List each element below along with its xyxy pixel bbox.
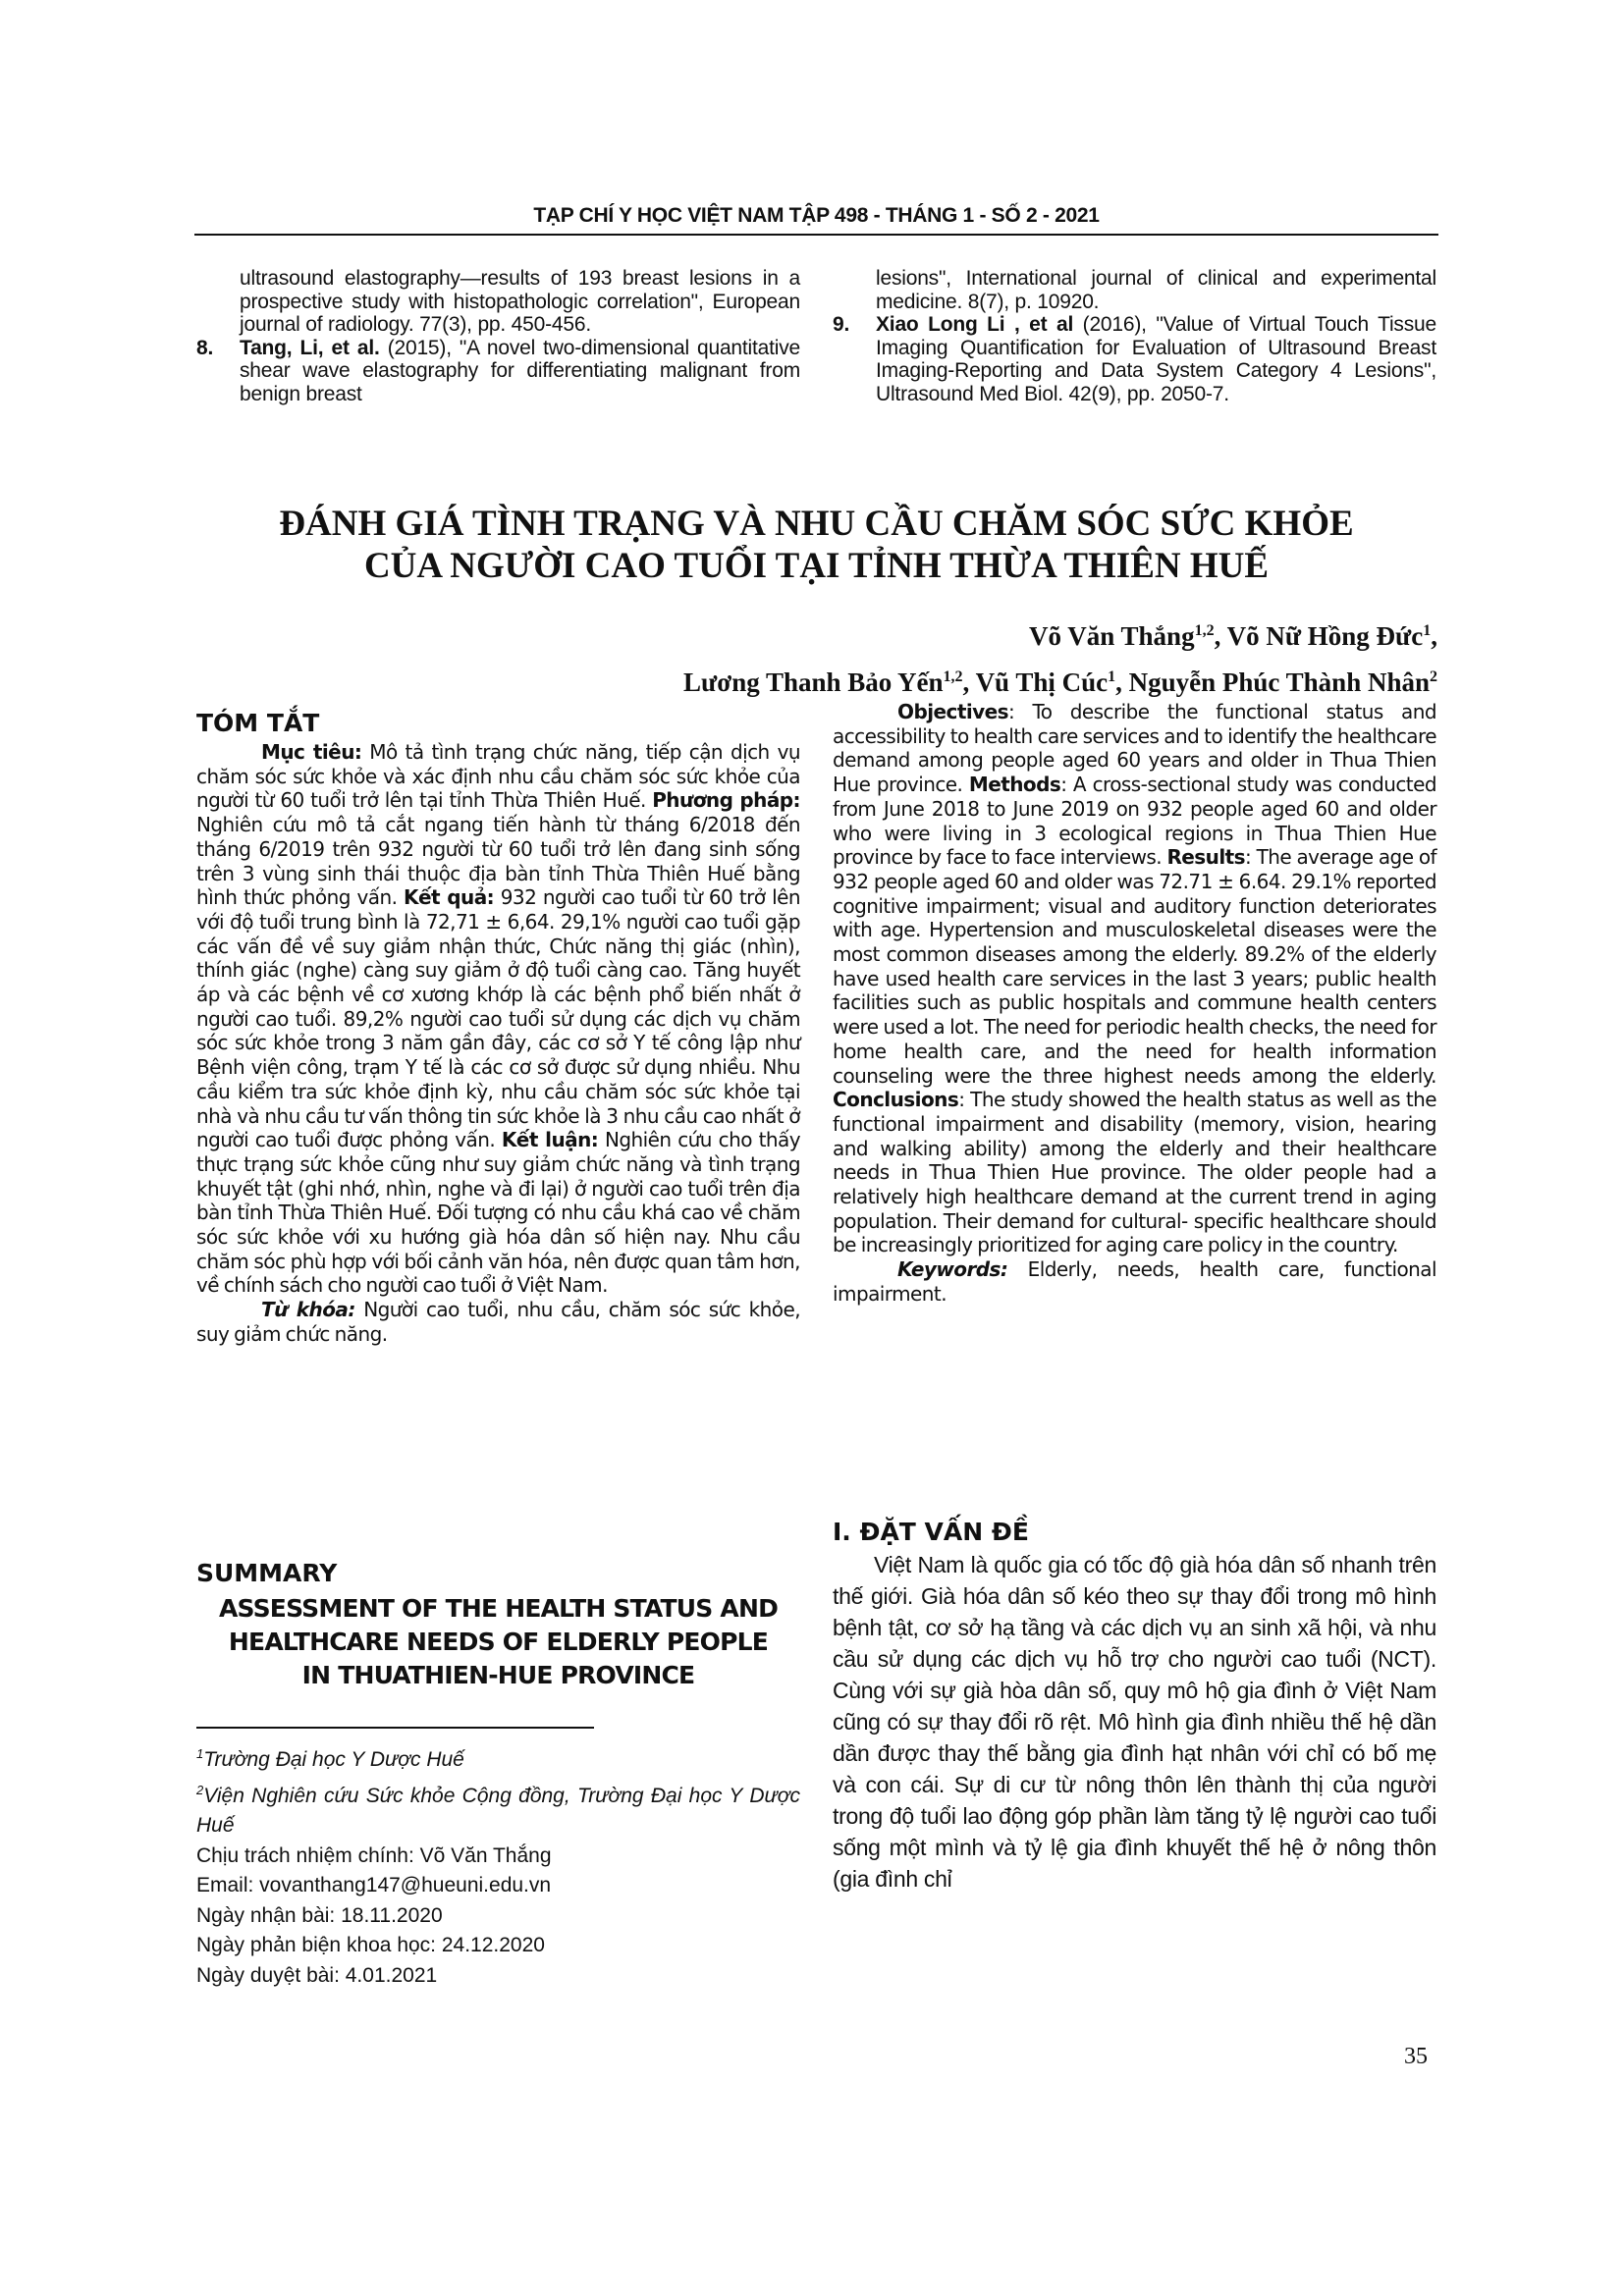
reference-7-continuation: ultrasound elastography—results of 193 breast lesions in a prospective study with histopathologic correlation", European journal of radiology. 77(3), pp. 450-456. <box>240 267 800 336</box>
title-line: CỦA NGƯỜI CAO TUỔI TẠI TỈNH THỪA THIÊN HUẾ <box>363 546 1270 586</box>
introduction-paragraph: Việt Nam là quốc gia có tốc độ già hóa dân số nhanh trên thế giới. Già hóa dân số kéo theo sự thay đổi trong mô hình bệnh tật, cơ sở hạ tầng và các dịch vụ an sinh xã hội, và nhu cầu sử dụng các dịch vụ hỗ trợ cho người cao tuổi (NCT). Cùng với sự già hòa dân số, quy mô hộ gia đình ở Việt Nam cũng có sự thay đổi rõ rệt. Mô hình gia đình nhiều thế hệ dần dần được thay thế bằng gia đình hạt nhân với chỉ có bố mẹ và con cái. Sự di cư từ nông thôn lên thành thị của người trong độ tuổi lao động góp phần làm tăng tỷ lệ người cao tuổi sống một mình và tỷ lệ gia đình khuyết thế hệ ở nông thôn (gia đình chỉ <box>833 1552 1436 1892</box>
tom-tat-heading: TÓM TẮT <box>196 709 320 737</box>
affiliation-2: Viện Nghiên cứu Sức khỏe Cộng đồng, Trường Đại học Y Dược Huế <box>196 1784 800 1837</box>
abstract-text: Nghiên cứu cho thấy thực trạng sức khỏe cũng như suy giảm chức năng và tình trạng khuyết tật (ghi nhớ, nhìn, nghe và đi lại) ở người cao tuổi trên địa bàn tỉnh Thừa Thiên Huế. Đối tượng có nhu cầu khá cao về chăm sóc sức khỏe với xu hướng già hóa dân số hiện nay. Nhu cầu chăm sóc phù hợp với bối cảnh văn hóa, nên được quan tâm hơn, về chính sách cho người cao tuổi ở Việt Nam. <box>196 1128 801 1298</box>
english-title-line: IN THUATHIEN-HUE PROVINCE <box>301 1661 695 1689</box>
date-received: Ngày nhận bài: 18.11.2020 <box>196 1903 443 1927</box>
reference-9 <box>833 313 1436 405</box>
footnote-number: 2 <box>196 1782 204 1797</box>
label-results: Kết quả: <box>404 885 495 910</box>
label-methods: Phương pháp: <box>652 788 800 813</box>
affiliation-1: Trường Đại học Y Dược Huế <box>203 1748 464 1771</box>
abstract-text: Nghiên cứu mô tả cắt ngang tiến hành từ tháng 6/2018 đến tháng 6/2019 trên 932 người từ 60 tuổi trở lên đang sinh sống trên 3 vùng sinh thái thuộc địa bàn tỉnh Thừa Thiên Huế bằng hình thức phỏng vấn. <box>196 813 800 910</box>
abstract-text: 932 người cao tuổi từ 60 trở lên với độ tuổi trung bình là 72,71 ± 6,64. 29,1% người cao tuổi gặp các vấn đề về suy giảm nhận thức, Chức năng thị giác (nhìn), thính giác (nghe) càng suy giảm ở độ tuổi càng cao. Tăng huyết áp và các bệnh về cơ xương khớp là các bệnh phổ biến nhất ở người cao tuổi. 89,2% người cao tuổi sử dụng các dịch vụ chăm sóc sức khỏe trong 3 năm gần đây, các cơ sở Y tế công lập như Bệnh viện công, trạm Y tế là các cơ sở được sử dụng nhiều. Nhu cầu kiểm tra sức khỏe định kỳ, nhu cầu chăm sóc sức khỏe tại nhà và nhu cầu tư vấn thông tin sức khỏe là 3 nhu cầu cao nhất ở người cao tuổi được phỏng vấn. <box>196 885 800 1152</box>
email: Email: vovanthang147@hueuni.edu.vn <box>196 1874 552 1896</box>
reference-8-continuation: lesions", International journal of clinical and experimental medicine. 8(7), p. 10920. <box>876 267 1436 313</box>
separator: , <box>1431 621 1437 651</box>
page-number: 35 <box>1404 2044 1428 2069</box>
summary-heading: SUMMARY <box>196 1559 338 1587</box>
date-reviewed: Ngày phản biện khoa học: 24.12.2020 <box>196 1934 545 1956</box>
label-conclusions: Conclusions <box>833 1088 959 1112</box>
article-title <box>196 503 1436 587</box>
corresponding-author: Chịu trách nhiệm chính: Võ Văn Thắng <box>196 1843 552 1867</box>
author-name: Nguyễn Phúc Thành Nhân <box>1128 667 1430 697</box>
ref-text: (2015), "A novel two-dimensional quantitative shear wave elastography for differentiating malignant from benign breast <box>240 336 800 405</box>
references-right <box>833 267 1436 405</box>
vietnamese-abstract <box>196 740 800 1347</box>
english-title <box>196 1592 800 1692</box>
english-title-line: ASSESSMENT OF THE HEALTH STATUS AND <box>218 1594 779 1623</box>
author-affiliation: 1 <box>1108 668 1116 685</box>
references-left <box>196 267 800 405</box>
footnotes <box>196 1739 800 1991</box>
journal-header: TẠP CHÍ Y HỌC VIỆT NAM TẬP 498 - THÁNG 1 - SỐ 2 - 2021 <box>533 204 1100 227</box>
keywords-label: Keywords: <box>897 1257 1008 1282</box>
title-line: ĐÁNH GIÁ TÌNH TRẠNG VÀ NHU CẦU CHĂM SÓC SỨC KHỎE <box>279 504 1354 544</box>
label-results: Results <box>1166 845 1246 870</box>
keywords-label: Từ khóa: <box>261 1298 355 1322</box>
author-affiliation: 1,2 <box>1194 622 1215 639</box>
ref-text: (2016), "Value of Virtual Touch Tissue Imaging Quantification for Evaluation of Ultrasound Breast Imaging-Reporting and Data System Category 4 Lesions", Ultrasound Med Biol. 42(9), pp. 2050-7. <box>876 313 1436 405</box>
author-name: Võ Văn Thắng <box>1028 621 1195 651</box>
ref-number: 9. <box>833 313 850 336</box>
footnote-number: 1 <box>196 1746 204 1761</box>
separator: , <box>1115 667 1129 697</box>
header-rule <box>194 234 1438 236</box>
date-accepted: Ngày duyệt bài: 4.01.2021 <box>196 1963 438 1987</box>
english-title-line: HEALTHCARE NEEDS OF ELDERLY PEOPLE <box>228 1628 769 1656</box>
introduction <box>833 1549 1436 1895</box>
author-name: Võ Nữ Hồng Đức <box>1226 621 1424 651</box>
ref-authors: Xiao Long Li , et al <box>876 313 1074 336</box>
label-objectives: Objectives <box>897 700 1009 723</box>
english-abstract <box>833 700 1436 1307</box>
abstract-text: : A cross-sectional study was conducted from June 2018 to June 2019 on 932 people aged 60 and older who were living in 3 ecological regions in Thua Thien Hue province by face to face interviews. <box>833 773 1436 870</box>
keywords: Elderly, needs, health care, functional impairment. <box>833 1257 1436 1306</box>
abstract-text: : The average age of 932 people aged 60 and older was 72.71 ± 6.64. 29.1% reported cognitive impairment; visual and auditory function deteriorates with age. Hypertension and musculoskeletal diseases were the most common diseases among the elderly. 89.2% of the elderly have used health care services in the last 3 years; public health facilities such as public hospitals and commune health centers were used a lot. The need for periodic health checks, the need for home health care, and the need for health information counseling were the three highest needs among the elderly. <box>833 845 1436 1088</box>
introduction-heading: I. ĐẶT VẤN ĐỀ <box>833 1518 1029 1546</box>
abstract-text: : To describe the functional status and accessibility to health care services and to identify the healthcare demand among people aged 60 years and older in Thua Thien Hue province. <box>833 700 1436 797</box>
author-name: Vũ Thị Cúc <box>975 667 1109 697</box>
footnote-rule <box>196 1727 594 1729</box>
label-conclusions: Kết luận: <box>501 1128 599 1152</box>
keywords: Người cao tuổi, nhu cầu, chăm sóc sức khỏe, suy giảm chức năng. <box>196 1298 801 1346</box>
ref-authors: Tang, Li, et al. <box>240 336 380 359</box>
reference-8 <box>196 337 800 406</box>
ref-number: 8. <box>196 336 214 359</box>
author-list <box>683 611 1437 703</box>
author-affiliation: 1,2 <box>943 668 963 685</box>
label-methods: Methods <box>968 773 1061 797</box>
separator: , <box>1214 621 1227 651</box>
author-affiliation: 2 <box>1430 668 1437 685</box>
author-name: Lương Thanh Bảo Yến <box>683 667 944 697</box>
label-objectives: Mục tiêu: <box>261 740 362 764</box>
separator: , <box>962 667 976 697</box>
abstract-text: Mô tả tình trạng chức năng, tiếp cận dịch vụ chăm sóc sức khỏe và xác định nhu cầu chăm sóc sức khỏe của người từ 60 tuổi trở lên tại tỉnh Thừa Thiên Huế. <box>196 740 801 813</box>
author-affiliation: 1 <box>1423 622 1432 639</box>
abstract-text: : The study showed the health status as well as the functional impairment and disability (memory, vision, hearing and walking ability) among the elderly and their healthcare needs in Thua Thien Hue province. The older people had a relatively high healthcare demand at the current trend in aging population. Their demand for cultural- specific healthcare should be increasingly prioritized for aging care policy in the country. <box>833 1088 1436 1257</box>
